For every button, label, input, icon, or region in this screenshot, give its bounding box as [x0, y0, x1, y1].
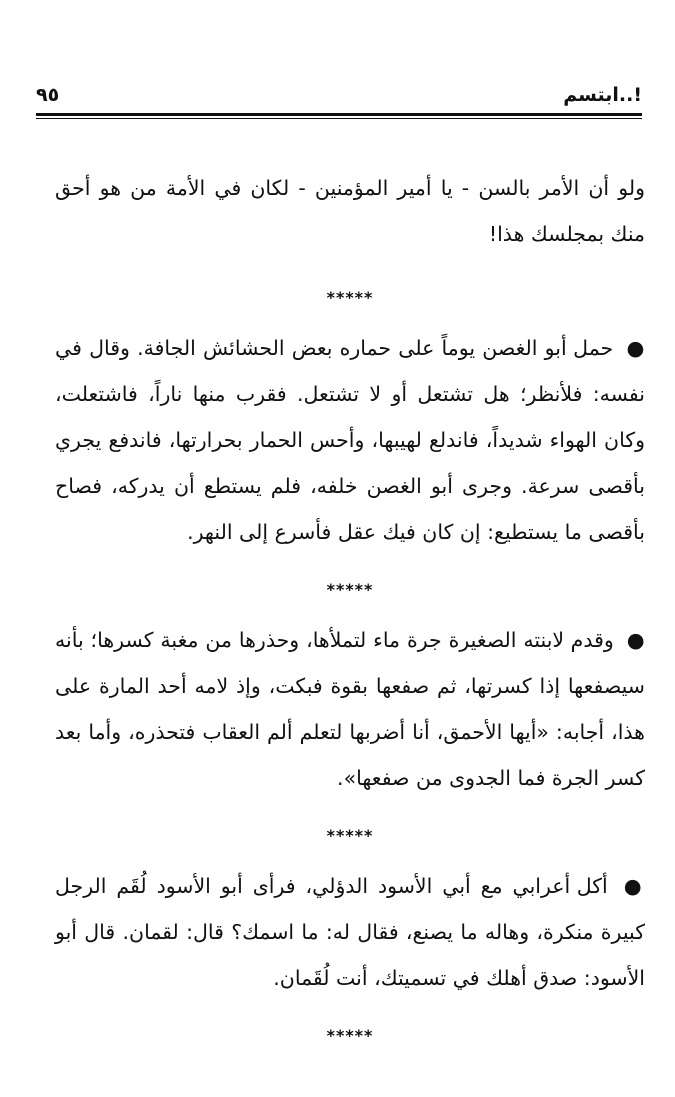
header-rule-thin	[36, 118, 642, 119]
bullet-icon: ●	[623, 874, 645, 898]
paragraph-text: أكل أعرابي مع أبي الأسود الدؤلي، فرأى أبو الأسود لُقَم الرجل كبيرة منكرة، وهاله ما يصنع، فقال له: ما اسمك؟ قال: لقمان. قال أبو الأسود: صدق أهلك في تسميتك، أنت لُقَمان.	[55, 874, 645, 990]
paragraph	[55, 617, 645, 801]
section-separator: *****	[326, 826, 374, 845]
section-separator: *****	[326, 580, 374, 599]
paragraph	[55, 325, 645, 555]
page-number: ٩٥	[36, 84, 60, 106]
paragraph-text: حمل أبو الغصن يوماً على حماره بعض الحشائش الجافة. وقال في نفسه: فلأنظر؛ هل تشتعل أو لا تشتعل. فقرب منها ناراً، فاشتعلت، وكان الهواء شديداً، فاندلع لهيبها، وأحس الحمار بحرارتها، فاندفع يجري بأقصى سرعة. وجرى أبو الغصن خلفه، فلم يستطع أن يدركه، فصاح بأقصى ما يستطيع: إن كان فيك عقل فأسرع إلى النهر.	[55, 336, 645, 544]
paragraph-text: وقدم لابنته الصغيرة جرة ماء لتملأها، وحذرها من مغبة كسرها؛ بأنه سيصفعها إذا كسرتها، ثم صفعها بقوة فبكت، وإذ لامه أحد المارة على هذا، أجابه: «أيها الأحمق، أنا أضربها لتعلم ألم العقاب فتحذره، وأما بعد كسر الجرة فما الجدوى من صفعها».	[55, 628, 645, 790]
header-rule-thick	[36, 113, 642, 116]
paragraph	[55, 863, 645, 1001]
page-header	[36, 84, 642, 114]
bullet-icon: ●	[626, 336, 645, 360]
paragraph	[55, 165, 645, 257]
bullet-icon: ●	[626, 628, 645, 652]
section-separator: *****	[326, 288, 374, 307]
page-body	[55, 165, 645, 1063]
paragraph-text: ولو أن الأمر بالسن - يا أمير المؤمنين - لكان في الأمة من هو أحق منك بمجلسك هذا!	[55, 176, 645, 246]
running-title: ابتسم..!	[563, 84, 642, 106]
section-separator: *****	[326, 1026, 374, 1045]
